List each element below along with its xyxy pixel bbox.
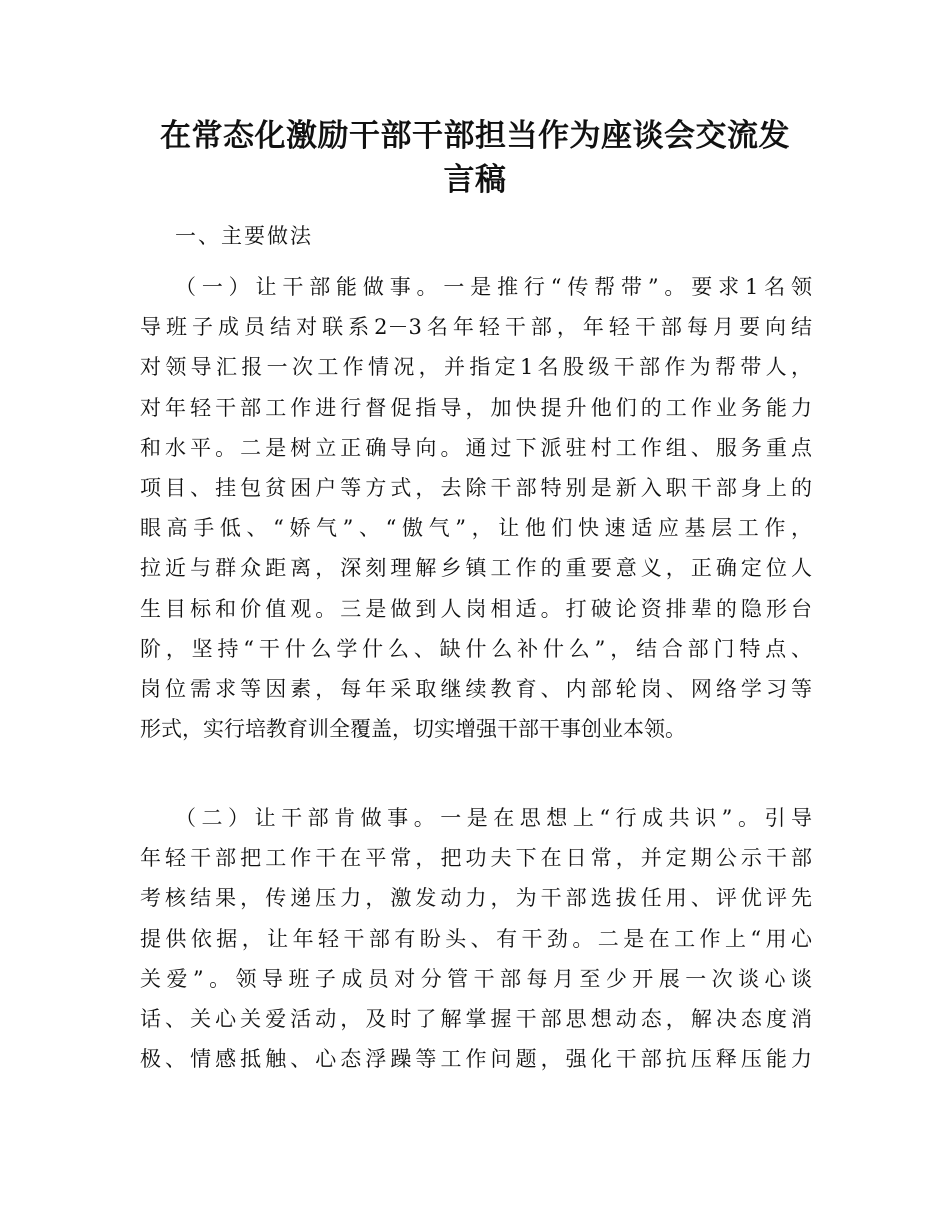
paragraph-line: 提供依据，让年轻干部有盼头、有干劲。二是在工作上“用心 — [140, 926, 812, 951]
paragraph-line: 对领导汇报一次工作情况，并指定1名股级干部作为帮带人， — [140, 355, 812, 380]
paragraph-line: 和水平。二是树立正确导向。通过下派驻村工作组、服务重点 — [140, 435, 812, 460]
paragraph-line: 形式，实行培教育训全覆盖，切实增强干部干事创业本领。 — [140, 717, 686, 742]
section-heading: 一、主要做法 — [175, 224, 313, 248]
paragraph-line: 极、情感抵触、心态浮躁等工作问题，强化干部抗压释压能力 — [140, 1047, 812, 1072]
paragraph-line: 生目标和价值观。三是做到人岗相适。打破论资排辈的隐形台 — [140, 596, 812, 621]
paragraph-line: 岗位需求等因素，每年采取继续教育、内部轮岗、网络学习等 — [140, 676, 812, 701]
paragraph-line: 眼高手低、“娇气”、“傲气”，让他们快速适应基层工作， — [140, 516, 812, 541]
document-title-line-1: 在常态化激励干部干部担当作为座谈会交流发 — [160, 118, 790, 154]
paragraph-line: 拉近与群众距离，深刻理解乡镇工作的重要意义，正确定位人 — [140, 556, 812, 581]
paragraph-line: 年轻干部把工作干在平常，把功夫下在日常，并定期公示干部 — [140, 846, 812, 871]
paragraph-line: 关爱”。领导班子成员对分管干部每月至少开展一次谈心谈 — [140, 966, 812, 991]
paragraph-line: 项目、挂包贫困户等方式，去除干部特别是新入职干部身上的 — [140, 475, 812, 500]
paragraph-line: （二）让干部肯做事。一是在思想上“行成共识”。引导 — [175, 806, 812, 830]
document-title-line-2: 言稿 — [443, 162, 507, 198]
paragraph-line: 考核结果，传递压力，激发动力，为干部选拔任用、评优评先 — [140, 886, 812, 911]
paragraph-line: 话、关心关爱活动，及时了解掌握干部思想动态，解决态度消 — [140, 1006, 812, 1031]
paragraph-line: 对年轻干部工作进行督促指导，加快提升他们的工作业务能力 — [140, 395, 812, 420]
paragraph-line: （一）让干部能做事。一是推行“传帮带”。要求1名领 — [175, 275, 812, 299]
paragraph-line: 导班子成员结对联系2－3名年轻干部，年轻干部每月要向结 — [140, 315, 812, 340]
paragraph-2 — [140, 798, 812, 1079]
paragraph-1 — [140, 267, 812, 749]
paragraph-line: 阶，坚持“干什么学什么、缺什么补什么”，结合部门特点、 — [140, 636, 812, 661]
